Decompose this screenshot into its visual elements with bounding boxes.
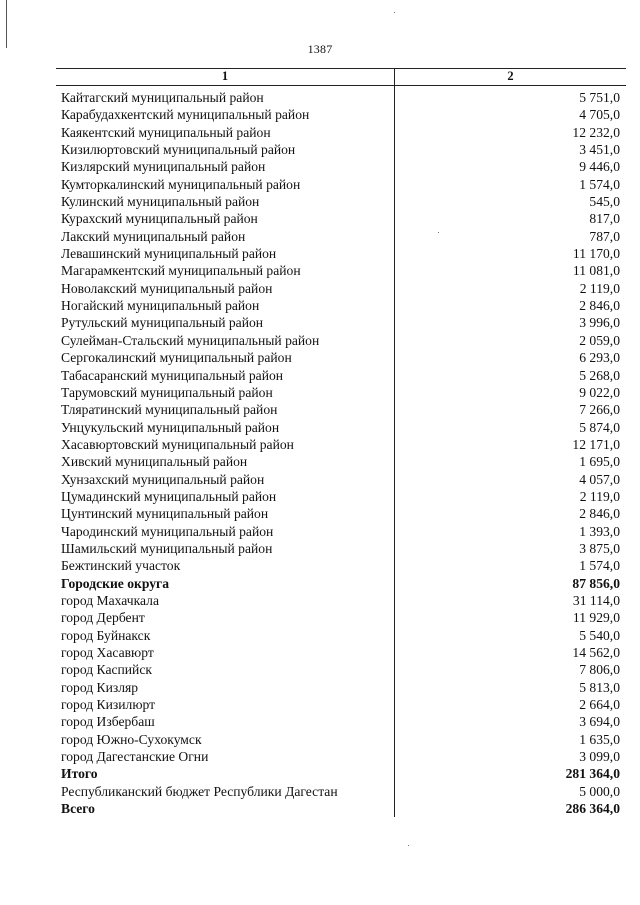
row-value: 5 540,0 [579,627,620,643]
scan-speck [408,845,409,846]
row-name: Карабудахкентский муниципальный район [61,107,310,123]
row-name: Городские округа [61,575,169,591]
table-row [56,592,626,609]
table-row [56,488,626,505]
row-value: 1 393,0 [579,523,620,539]
table-row [56,523,626,540]
row-name: Сергокалинский муниципальный район [61,350,292,366]
row-name: Кизилюртовский муниципальный район [61,142,296,158]
table-body [56,89,626,817]
row-name: Рутульский муниципальный район [61,315,264,331]
row-name: Каякентский муниципальный район [61,124,271,140]
table-row [56,124,626,141]
row-value: 5 874,0 [579,419,620,435]
row-name: Итого [61,766,98,782]
row-value: 5 000,0 [579,783,620,799]
row-name: Тарумовский муниципальный район [61,384,273,400]
table-row [56,679,626,696]
table-row [56,627,626,644]
table-row [56,262,626,279]
table-row [56,367,626,384]
table-row [56,713,626,730]
row-value: 817,0 [589,211,620,227]
row-value: 6 293,0 [579,350,620,366]
page-number: 1387 [307,42,333,56]
table-row-total [56,765,626,782]
row-value: 14 562,0 [572,645,620,660]
table-row [56,176,626,193]
row-name: Сулейман-Стальский муниципальный район [61,332,320,348]
row-name: Хивский муниципальный район [61,454,248,470]
row-name: город Дагестанские Огни [61,749,209,765]
table-row [56,193,626,210]
table-row [56,557,626,574]
table-row-total [56,575,626,592]
row-name: Чародинский муниципальный район [61,523,274,539]
table-row [56,349,626,366]
table-row [56,748,626,765]
table-header-rule [56,85,626,86]
row-value: 31 114,0 [572,592,620,608]
row-value: 4 705,0 [579,107,620,123]
table-row [56,644,626,661]
table-row [56,280,626,297]
row-value: 5 751,0 [579,90,620,105]
row-value: 11 170,0 [572,246,620,262]
row-name: город Южно-Сухокумск [61,731,202,747]
row-name: Цумадинский муниципальный район [61,488,277,504]
table-row [56,401,626,418]
scan-edge-mark [0,0,7,48]
row-name: Табасаранский муниципальный район [61,367,284,383]
row-name: Кайтагский муниципальный район [61,90,264,105]
table-row [56,661,626,678]
table-row [56,609,626,626]
row-value: 1 635,0 [579,731,620,747]
row-name: город Хасавюрт [61,645,154,660]
row-name: Кумторкалинский муниципальный район [61,176,301,192]
row-name: Новолакский муниципальный район [61,280,273,296]
row-value: 3 875,0 [579,540,620,556]
row-value: 11 081,0 [572,263,620,279]
header-column-1: 1 [221,69,229,83]
table-row [56,471,626,488]
row-name: Всего [61,801,95,817]
row-value: 1 695,0 [579,454,620,470]
table-row [56,384,626,401]
row-value: 3 451,0 [579,142,620,158]
row-name: город Дербент [61,610,145,626]
row-value: 5 813,0 [579,679,620,695]
row-name: город Избербаш [61,714,155,730]
row-name: Хунзахский муниципальный район [61,471,265,487]
row-name: город Каспийск [61,662,152,678]
row-value: 5 268,0 [579,367,620,383]
scan-speck [394,12,395,13]
row-name: Бежтинский участок [61,558,181,574]
row-name: Курахский муниципальный район [61,211,258,227]
table-row [56,540,626,557]
row-name: Лакский муниципальный район [61,228,246,244]
row-value: 12 232,0 [572,124,620,140]
row-name: Цунтинский муниципальный район [61,506,269,522]
table-row [56,141,626,158]
row-name: Магарамкентский муниципальный район [61,263,301,279]
row-value: 1 574,0 [579,176,620,192]
row-name: город Кизляр [61,679,139,695]
header-column-2: 2 [507,69,514,83]
row-name: Кизлярский муниципальный район [61,159,266,175]
row-value: 11 929,0 [572,610,620,626]
row-value: 9 022,0 [579,384,620,400]
row-value: 281 364,0 [565,766,620,782]
row-value: 2 059,0 [579,332,620,348]
table-row [56,419,626,436]
table-row [56,210,626,227]
table-row-total [56,800,626,817]
row-value: 787,0 [589,228,620,244]
table-row [56,245,626,262]
row-name: Левашинский муниципальный район [61,246,277,262]
row-value: 2 664,0 [579,697,620,713]
row-value: 7 266,0 [579,402,620,418]
table-header-row [56,68,626,85]
row-name: Кулинский муниципальный район [61,194,260,210]
table-row [56,332,626,349]
table-row [56,158,626,175]
row-value: 2 119,0 [579,280,620,296]
table-row [56,297,626,314]
row-name: Хасавюртовский муниципальный район [61,436,294,452]
table-row [56,731,626,748]
table-row [56,436,626,453]
row-value: 2 846,0 [579,506,620,522]
row-name: город Махачкала [61,592,159,608]
row-value: 3 694,0 [579,714,620,730]
table-row [56,783,626,800]
table-row [56,89,626,106]
row-value: 87 856,0 [572,575,620,591]
row-value: 286 364,0 [565,801,620,817]
row-name: Шамильский муниципальный район [61,540,273,556]
row-value: 12 171,0 [572,436,620,452]
table-row [56,505,626,522]
table-row [56,314,626,331]
row-name: Унцукульский муниципальный район [61,419,280,435]
table-row [56,453,626,470]
row-value: 7 806,0 [579,662,620,678]
table-row [56,106,626,123]
row-name: Ногайский муниципальный район [61,298,260,314]
row-value: 3 996,0 [579,315,620,331]
row-value: 9 446,0 [579,159,620,175]
row-value: 2 846,0 [579,298,620,314]
table-row [56,228,626,245]
row-value: 4 057,0 [579,471,620,487]
row-name: Тляратинский муниципальный район [61,402,278,418]
table-row [56,696,626,713]
row-value: 3 099,0 [579,749,620,765]
row-name: город Буйнакск [61,627,151,643]
row-value: 545,0 [589,194,620,210]
row-name: Республиканский бюджет Республики Дагестан [61,783,338,799]
row-name: город Кизилюрт [61,697,156,713]
row-value: 2 119,0 [579,488,620,504]
row-value: 1 574,0 [579,558,620,574]
